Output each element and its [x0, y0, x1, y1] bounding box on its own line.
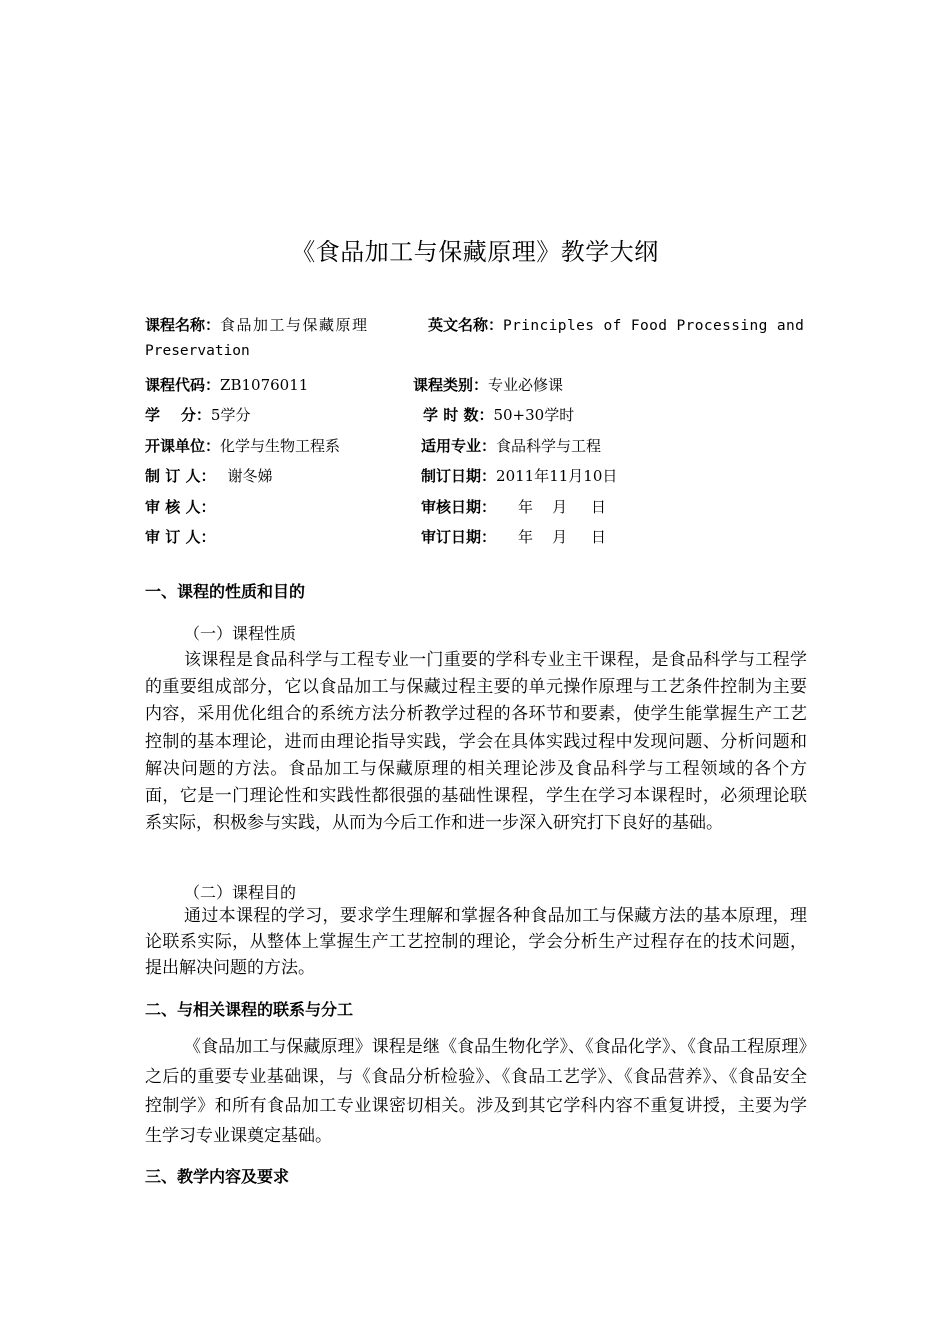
course-type-label: 课程类别: [413, 376, 474, 394]
section-1-subheading-1: （一）课程性质: [184, 624, 297, 643]
section-1-heading: 一、课程的性质和目的: [145, 582, 306, 601]
date-value: 2011年11月10日: [496, 467, 618, 485]
english-name-row: 英文名称：Principles of Food Processing and: [428, 316, 805, 334]
hours-row: 学 时 数：50+30学时: [423, 406, 575, 424]
section-1-paragraph-2: 通过本课程的学习，要求学生理解和掌握各种食品加工与保藏方法的基本原理，理论联系实际，从整体上掌握生产工艺控制的理论，学会分析生产过程存在的技术问题，提出解决问题的方法。: [145, 906, 807, 978]
section-2-heading: 二、与相关课程的联系与分工: [145, 1000, 354, 1019]
author-row: 制 订 人： 谢冬娣: [145, 467, 273, 485]
english-name-label: 英文名称: [428, 316, 489, 334]
hours-label: 学 时 数: [423, 406, 479, 424]
section-2-paragraph: 《食品加工与保藏原理》课程是继《食品生物化学》、《食品化学》、《食品工程原理》之后的重要专业基础课，与《食品分析检验》、《食品工艺学》、《食品营养》、《食品安全控制学》和所有食品加工专业课密切相关。涉及到其它学科内容不重复讲授，主要为学生学习专业课奠定基础。: [145, 1037, 807, 1146]
credit-value: 5学分: [210, 406, 251, 424]
course-type-row: 课程类别：专业必修课: [413, 376, 564, 394]
course-name-label: 课程名称: [145, 316, 206, 334]
course-name-value: 食品加工与保藏原理: [220, 316, 369, 334]
unit-label: 开课单位: [145, 437, 206, 455]
course-code-row: 课程代码：ZB1076011: [145, 376, 309, 394]
reviewer-row: 审 核 人：: [145, 498, 216, 516]
course-type-value: 专业必修课: [488, 376, 564, 394]
reviser-label: 审 订 人: [145, 528, 201, 546]
course-name-row: 课程名称：食品加工与保藏原理: [145, 316, 369, 334]
credit-row: 学 分：5学分: [145, 406, 251, 424]
revise-date-row: 审订日期： 年 月 日: [421, 528, 606, 546]
section-1-subheading-2: （二）课程目的: [184, 883, 297, 902]
major-value: 食品科学与工程: [496, 437, 602, 455]
course-code-value: ZB1076011: [220, 376, 309, 394]
document-title: 《食品加工与保藏原理》教学大纲: [291, 238, 659, 266]
author-label: 制 订 人: [145, 467, 201, 485]
review-date-value: 年 月 日: [518, 498, 606, 516]
revise-date-value: 年 月 日: [518, 528, 606, 546]
revise-date-label: 审订日期: [421, 528, 482, 546]
course-code-label: 课程代码: [145, 376, 206, 394]
author-value: 谢冬娣: [227, 467, 273, 485]
unit-value: 化学与生物工程系: [220, 437, 341, 455]
major-row: 适用专业：食品科学与工程: [421, 437, 602, 455]
unit-row: 开课单位：化学与生物工程系: [145, 437, 341, 455]
reviser-row: 审 订 人：: [145, 528, 216, 546]
date-row: 制订日期：2011年11月10日: [421, 467, 618, 485]
credit-label: 学 分: [145, 406, 196, 424]
review-date-label: 审核日期: [421, 498, 482, 516]
reviewer-label: 审 核 人: [145, 498, 201, 516]
english-name-value-cont: Preservation: [145, 343, 250, 359]
review-date-row: 审核日期： 年 月 日: [421, 498, 606, 516]
english-name-value: Principles of Food Processing and: [503, 318, 805, 334]
section-3-heading: 三、教学内容及要求: [145, 1167, 290, 1186]
date-label: 制订日期: [421, 467, 482, 485]
hours-value: 50+30学时: [493, 406, 575, 424]
major-label: 适用专业: [421, 437, 482, 455]
section-1-paragraph-1: 该课程是食品科学与工程专业一门重要的学科专业主干课程，是食品科学与工程学的重要组成部分，它以食品加工与保藏过程主要的单元操作原理与工艺条件控制为主要内容，采用优化组合的系统方法分析教学过程的各环节和要素，使学生能掌握生产工艺控制的基本理论，进而由理论指导实践，学会在具体实践过程中发现问题、分析问题和解决问题的方法。食品加工与保藏原理的相关理论涉及食品科学与工程领域的各个方面，它是一门理论性和实践性都很强的基础性课程，学生在学习本课程时，必须理论联系实际，积极参与实践，从而为今后工作和进一步深入研究打下良好的基础。: [145, 650, 807, 834]
